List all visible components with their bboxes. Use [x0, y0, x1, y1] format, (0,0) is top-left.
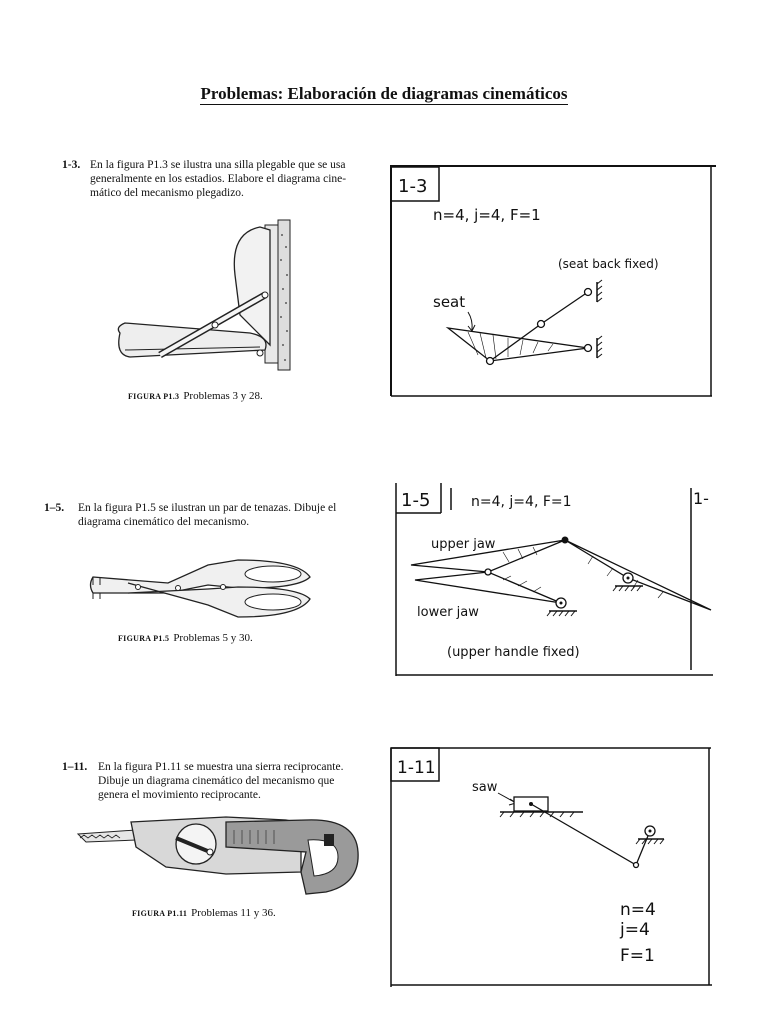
- tongs-illustration: [88, 555, 318, 620]
- problem-1-11-statement: [62, 760, 382, 804]
- fixed-link-note: (upper handle fixed): [447, 645, 580, 660]
- figure-caption: FIGURA P1.5 Problemas 5 y 30.: [118, 632, 253, 644]
- mobility-counts: n=4, j=4, F=1: [471, 494, 572, 510]
- count-j: j=4: [620, 920, 650, 940]
- folding-chair-illustration: [110, 215, 300, 375]
- problem-1-3-statement: [62, 158, 372, 202]
- reciprocating-saw-illustration: [76, 812, 361, 902]
- page-title: Problemas: Elaboración de diagramas cinemáticos: [200, 84, 568, 103]
- problem-text: En la figura P1.11 se muestra una sierra reciprocante. Dibuje un diagrama cinemático del mecanismo que genera el movimiento reciprocante.: [98, 761, 344, 801]
- upper-jaw-label: upper jaw: [431, 537, 496, 552]
- solution-tag: 1-11: [397, 758, 436, 778]
- next-solution-tag: 1-: [693, 489, 709, 508]
- problem-number: 1-3.: [62, 159, 81, 171]
- solution-panel-1-3: [388, 160, 718, 400]
- figure-caption: FIGURA P1.11 Problemas 11 y 36.: [132, 907, 276, 919]
- solution-panel-1-5: [393, 480, 723, 680]
- fixed-link-note: (seat back fixed): [558, 257, 659, 271]
- count-f: F=1: [620, 946, 655, 966]
- figure-caption: FIGURA P1.3 Problemas 3 y 28.: [128, 390, 263, 402]
- problem-number: 1–5.: [44, 502, 65, 514]
- lower-jaw-label: lower jaw: [417, 605, 479, 620]
- problem-number: 1–11.: [62, 761, 88, 773]
- solution-panel-1-11: [388, 745, 718, 990]
- mobility-counts: n=4, j=4, F=1: [433, 206, 541, 224]
- problem-text: En la figura P1.3 se ilustra una silla plegable que se usa generalmente en los estadios. Elabore el diagrama cine- mático del mecanismo plegadizo.: [90, 159, 347, 199]
- seat-label: seat: [433, 293, 466, 311]
- solution-tag: 1-5: [401, 490, 431, 511]
- saw-label: saw: [472, 780, 498, 795]
- solution-tag: 1-3: [398, 176, 428, 197]
- count-n: n=4: [620, 900, 656, 920]
- problem-text: En la figura P1.5 se ilustran un par de tenazas. Dibuje el diagrama cinemático del mecanismo.: [78, 502, 337, 528]
- problem-1-5-statement: [44, 501, 384, 531]
